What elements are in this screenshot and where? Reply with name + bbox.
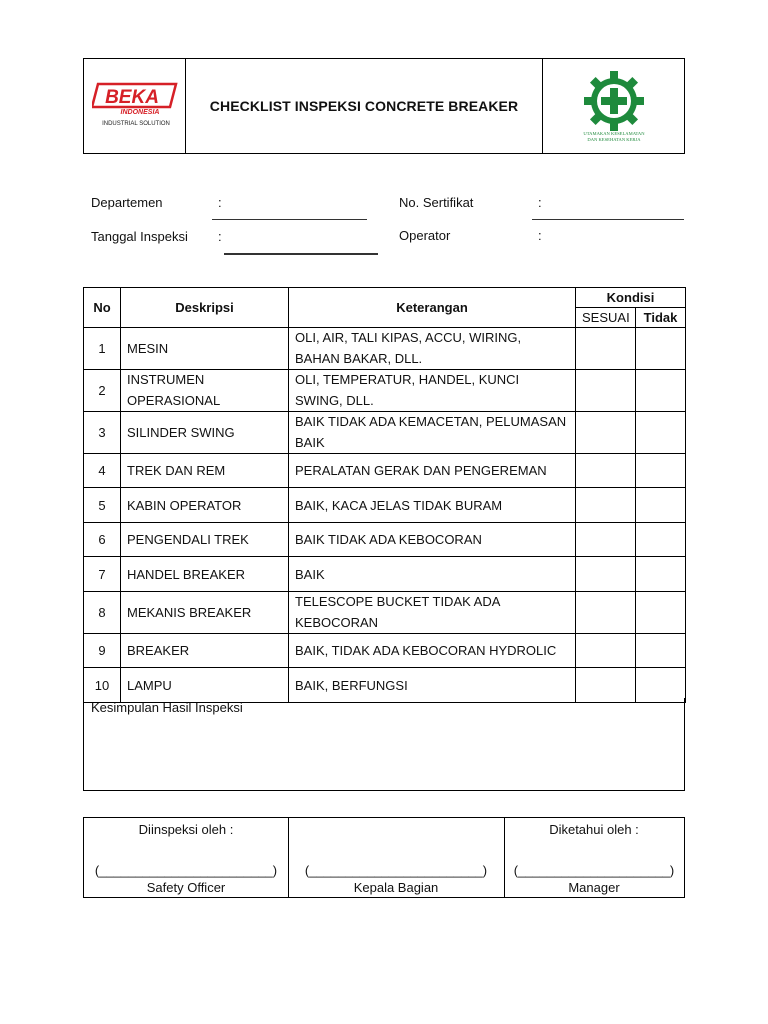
row-deskripsi: HANDEL BREAKER [121,557,289,592]
sesuai-checkbox[interactable] [576,634,636,668]
row-no: 2 [84,370,121,412]
departemen-field[interactable] [212,219,367,220]
table-row [84,592,686,634]
tidak-checkbox[interactable] [636,488,686,523]
row-keterangan: TELESCOPE BUCKET TIDAK ADA KEBOCORAN [289,592,576,634]
header-divider [542,59,543,153]
row-keterangan: OLI, AIR, TALI KIPAS, ACCU, WIRING, BAHAN BAKAR, DLL. [289,328,576,370]
row-deskripsi: TREK DAN REM [121,454,289,488]
header-kondisi: Kondisi [576,288,686,308]
signature-line-safety-officer[interactable]: (________________________) [94,863,278,878]
row-no: 7 [84,557,121,592]
table-row [84,523,686,557]
row-no: 1 [84,328,121,370]
row-no: 4 [84,454,121,488]
row-deskripsi: SILINDER SWING [121,412,289,454]
signature-line-kepala-bagian[interactable]: (________________________) [304,863,488,878]
beka-logo-text: BEKA [105,87,159,108]
header-keterangan: Keterangan [289,288,576,328]
k3-logo [548,71,680,143]
sertifikat-field[interactable] [532,219,684,220]
role-manager: Manager [568,880,620,895]
beka-logo-tagline: INDUSTRIAL SOLUTION [102,121,170,127]
k3-logo-text: UTAMAKAN KESELAMATAN [583,131,645,136]
table-row [84,557,686,592]
header-no: No [84,288,121,328]
tidak-checkbox[interactable] [636,454,686,488]
row-deskripsi: MEKANIS BREAKER [121,592,289,634]
tanggal-inspeksi-label: Tanggal Inspeksi [91,229,188,244]
sertifikat-colon: : [538,195,542,210]
row-deskripsi: KABIN OPERATOR [121,488,289,523]
row-keterangan: BAIK, BERFUNGSI [289,668,576,703]
operator-colon: : [538,228,542,243]
row-keterangan: BAIK, TIDAK ADA KEBOCORAN HYDROLIC [289,634,576,668]
departemen-label: Departemen [91,195,163,210]
row-deskripsi: PENGENDALI TREK [121,523,289,557]
table-row [84,370,686,412]
inspection-table [83,287,686,703]
row-no: 6 [84,523,121,557]
tidak-checkbox[interactable] [636,328,686,370]
sesuai-checkbox[interactable] [576,328,636,370]
table-row [84,634,686,668]
sesuai-checkbox[interactable] [576,557,636,592]
tanggal-inspeksi-field[interactable] [224,253,378,255]
page-title: CHECKLIST INSPEKSI CONCRETE BREAKER [209,98,519,114]
gear-icon [584,71,644,131]
row-keterangan: BAIK TIDAK ADA KEBOCORAN [289,523,576,557]
tidak-checkbox[interactable] [636,523,686,557]
kesimpulan-box[interactable] [83,698,685,791]
row-deskripsi: INSTRUMEN OPERASIONAL [121,370,289,412]
kesimpulan-label: Kesimpulan Hasil Inspeksi [91,700,243,715]
row-deskripsi: BREAKER [121,634,289,668]
sesuai-checkbox[interactable] [576,592,636,634]
row-keterangan: BAIK [289,557,576,592]
row-keterangan: PERALATAN GERAK DAN PENGEREMAN [289,454,576,488]
tidak-checkbox[interactable] [636,634,686,668]
signature-section [83,817,685,898]
table-row [84,328,686,370]
beka-logo [92,81,178,129]
sesuai-checkbox[interactable] [576,454,636,488]
row-no: 3 [84,412,121,454]
tidak-checkbox[interactable] [636,557,686,592]
row-keterangan: BAIK, KACA JELAS TIDAK BURAM [289,488,576,523]
row-no: 5 [84,488,121,523]
row-deskripsi: MESIN [121,328,289,370]
tidak-checkbox[interactable] [636,592,686,634]
tidak-checkbox[interactable] [636,412,686,454]
sesuai-checkbox[interactable] [576,523,636,557]
diinspeksi-label: Diinspeksi oleh : [138,822,234,837]
sesuai-checkbox[interactable] [576,370,636,412]
tanggal-inspeksi-colon: : [218,229,222,244]
tidak-checkbox[interactable] [636,370,686,412]
form-header [83,58,685,154]
sesuai-checkbox[interactable] [576,488,636,523]
sesuai-checkbox[interactable] [576,412,636,454]
role-kepala-bagian: Kepala Bagian [353,880,439,895]
header-tidak: Tidak [636,308,686,328]
table-row [84,488,686,523]
role-safety-officer: Safety Officer [146,880,226,895]
row-no: 8 [84,592,121,634]
departemen-colon: : [218,195,222,210]
k3-logo-text: DAN KESEHATAN KERJA [587,137,641,142]
diketahui-label: Diketahui oleh : [549,822,639,837]
row-keterangan: BAIK TIDAK ADA KEMACETAN, PELUMASAN BAIK [289,412,576,454]
row-no: 9 [84,634,121,668]
row-no: 10 [84,668,121,703]
signature-line-manager[interactable]: (_____________________) [513,863,675,878]
header-deskripsi: Deskripsi [121,288,289,328]
header-sesuai: SESUAI [576,308,636,328]
table-row [84,412,686,454]
row-deskripsi: LAMPU [121,668,289,703]
beka-logo-subtext: INDONESIA [120,109,160,116]
row-keterangan: OLI, TEMPERATUR, HANDEL, KUNCI SWING, DLL. [289,370,576,412]
operator-label: Operator [399,228,451,243]
sertifikat-label: No. Sertifikat [399,195,474,210]
table-row [84,454,686,488]
